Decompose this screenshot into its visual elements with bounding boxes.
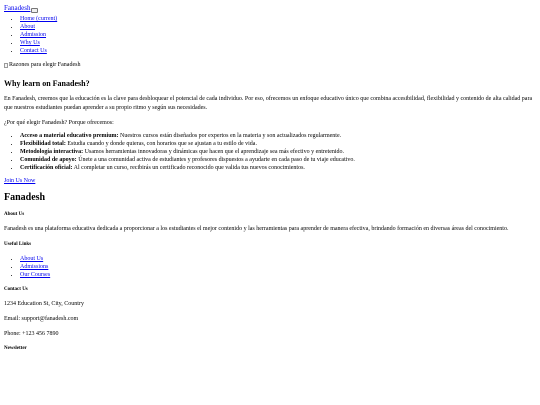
feature-term: Comunidad de apoyo: [20,157,77,163]
feature-item [20,156,536,164]
nav-link-about[interactable]: About [20,24,35,30]
feature-item [20,140,536,148]
footer-newsletter-heading: Newsletter [4,346,27,351]
footer-link-item [20,255,536,263]
footer-brand: Fanadesh [4,192,46,203]
feature-term: Metodología interactiva: [20,149,84,155]
nav-item-contact [20,47,536,55]
join-us-button[interactable]: Join Us Now [4,178,36,184]
feature-desc: Usamos herramientas innovadoras y dinámicas que hacen que el aprendizaje sea más efectivo y entretenido. [83,149,345,155]
feature-term: Flexibilidad total: [20,141,66,147]
footer-link-admissions[interactable]: Admissions [20,264,49,270]
feature-term: Acceso a material educativo premium: [20,133,119,139]
why-prompt: ¿Por qué elegir Fanadesh? Porque ofrecemos: [4,120,114,126]
feature-desc: Nuestros cursos están diseñados por expertos en la materia y son actualizados regularmente. [118,133,342,139]
nav-item-why-us [20,39,536,47]
feature-item [20,132,536,140]
footer-links-list [4,255,536,279]
footer-about-heading: About Us [4,212,25,217]
section-title: Why learn on Fanadesh? [4,79,90,88]
navbar-toggler-button[interactable] [31,8,38,13]
footer-link-item [20,263,536,271]
features-list [4,132,536,172]
feature-term: Certificación oficial: [20,165,73,171]
footer-phone: Phone: +123 456 7890 [4,331,59,337]
feature-desc: Estudia cuando y donde quieras, con horarios que se ajustan a tu estilo de vida. [65,141,257,147]
nav-item-about [20,23,536,31]
nav-link-home[interactable]: Home (current) [20,16,58,22]
intro-paragraph: En Fanadesh, creemos que la educación es la clave para desbloquear el potencial de cada individuo. Por eso, ofrecemos un enfoque educativo único que combina accesibilidad, flexibilidad y contenido de alta calidad para que nuestros estudiantes puedan aprender a su propio ritmo y según sus necesidades. [4,96,533,111]
page [4,4,536,352]
footer-link-item [20,271,536,279]
feature-desc: Únete a una comunidad activa de estudiantes y profesores dispuestos a ayudarte en cada paso de tu viaje educativo. [76,157,355,163]
feature-desc: Al completar un curso, recibirás un certificado reconocido que valida tus nuevos conocimientos. [72,165,305,171]
footer-about-text: Fanadesh es una plataforma educativa dedicada a proporcionar a los estudiantes el mejor contenido y las herramientas para aprender de manera efectiva, brindando formación en diversas áreas del conocimiento. [4,226,509,232]
footer-email: Email: support@fanadesh.com [4,316,79,322]
nav-item-home [20,15,536,23]
feature-item [20,164,536,172]
hero-image [4,61,536,69]
footer-link-courses[interactable]: Our Courses [20,272,51,278]
footer-link-about[interactable]: About Us [20,256,44,262]
nav-menu [4,15,536,55]
footer-address: 1234 Education St, City, Country [4,301,84,307]
nav-link-contact[interactable]: Contact Us [20,48,47,54]
footer-links-heading: Useful Links [4,242,32,247]
cta-container [4,177,536,185]
footer-contact-heading: Contact Us [4,287,28,292]
nav-link-why-us[interactable]: Why Us [20,40,40,46]
broken-image-icon [4,63,8,68]
navbar-brand-link[interactable]: Fanadesh [4,3,31,12]
hero-image-alt-text: Razones para elegir Fanadesh [9,62,81,68]
nav-link-admission[interactable]: Admission [20,32,47,38]
nav-item-admission [20,31,536,39]
navbar [4,4,536,13]
feature-item [20,148,536,156]
